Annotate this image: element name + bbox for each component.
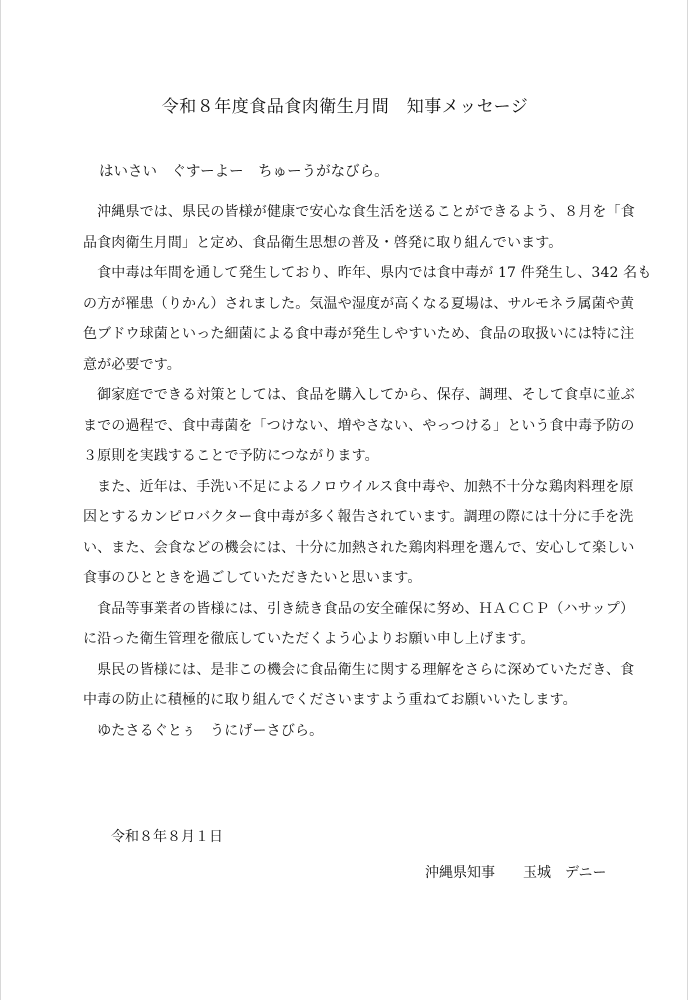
body-line: い、また、会食などの機会には、十分に加熱された鶏肉料理を選んで、安心して楽しい <box>83 539 635 556</box>
body-line: 品食肉衛生月間」と定め、食品衛生思想の普及・啓発に取り組んでいます。 <box>83 234 563 251</box>
body-line: 御家庭でできる対策としては、食品を購入してから、保存、調理、そして食卓に並ぶ <box>83 387 635 403</box>
body-line: 食中毒は年間を通して発生しており、昨年、県内では食中毒が 17 件発生し、342 名も <box>83 265 652 281</box>
body-line: に沿った衛生管理を徹底していただくよう心よりお願い申し上げます。 <box>83 631 535 647</box>
body-line: までの過程で、食中毒菌を「つけない、増やさない、やっつける」という食中毒予防の <box>83 417 635 434</box>
greeting-line: はいさい ぐすーよー ちゅーうがなびら。 <box>99 164 389 180</box>
body-line: また、近年は、手洗い不足によるノロウイルス食中毒や、加熱不十分な鶏肉料理を原 <box>83 478 634 495</box>
body-line: 色ブドウ球菌といった細菌による食中毒が発生しやすいため、食品の取扱いには特に注 <box>83 326 635 342</box>
body-line: 食品等事業者の皆様には、引き続き食品の安全確保に努め、ＨＡＣＣＰ（ハサップ） <box>83 600 635 617</box>
body-line: の方が罹患（りかん）されました。気温や湿度が高くなる夏場は、サルモネラ属菌や黄 <box>83 295 635 312</box>
signature: 沖縄県知事 玉城 デニー <box>425 865 607 881</box>
body-line: 意が必要です。 <box>83 356 181 373</box>
body-line: 食事のひとときを過ごしていただきたいと思います。 <box>83 570 422 586</box>
body-line: 中毒の防止に積極的に取り組んでくださいますよう重ねてお願いいたします。 <box>83 692 577 708</box>
body-line: 県民の皆様には、是非この機会に食品衛生に関する理解をさらに深めていただき、食 <box>83 661 635 678</box>
document-title: 令和８年度食品食肉衛生月間 知事メッセージ <box>161 97 529 117</box>
body-line: ３原則を実践することで予防につながります。 <box>83 448 379 464</box>
body-line: 沖縄県では、県民の皆様が健康で安心な食生活を送ることができるよう、８月を「食 <box>83 204 635 220</box>
body-line: ゆたさるぐとぅ うにげーさびら。 <box>83 722 324 739</box>
body-line: 因とするカンピロバクター食中毒が多く報告されています。調理の際には十分に手を洗 <box>83 509 634 525</box>
message-body <box>83 197 652 746</box>
document-date: 令和８年８月１日 <box>111 829 223 845</box>
